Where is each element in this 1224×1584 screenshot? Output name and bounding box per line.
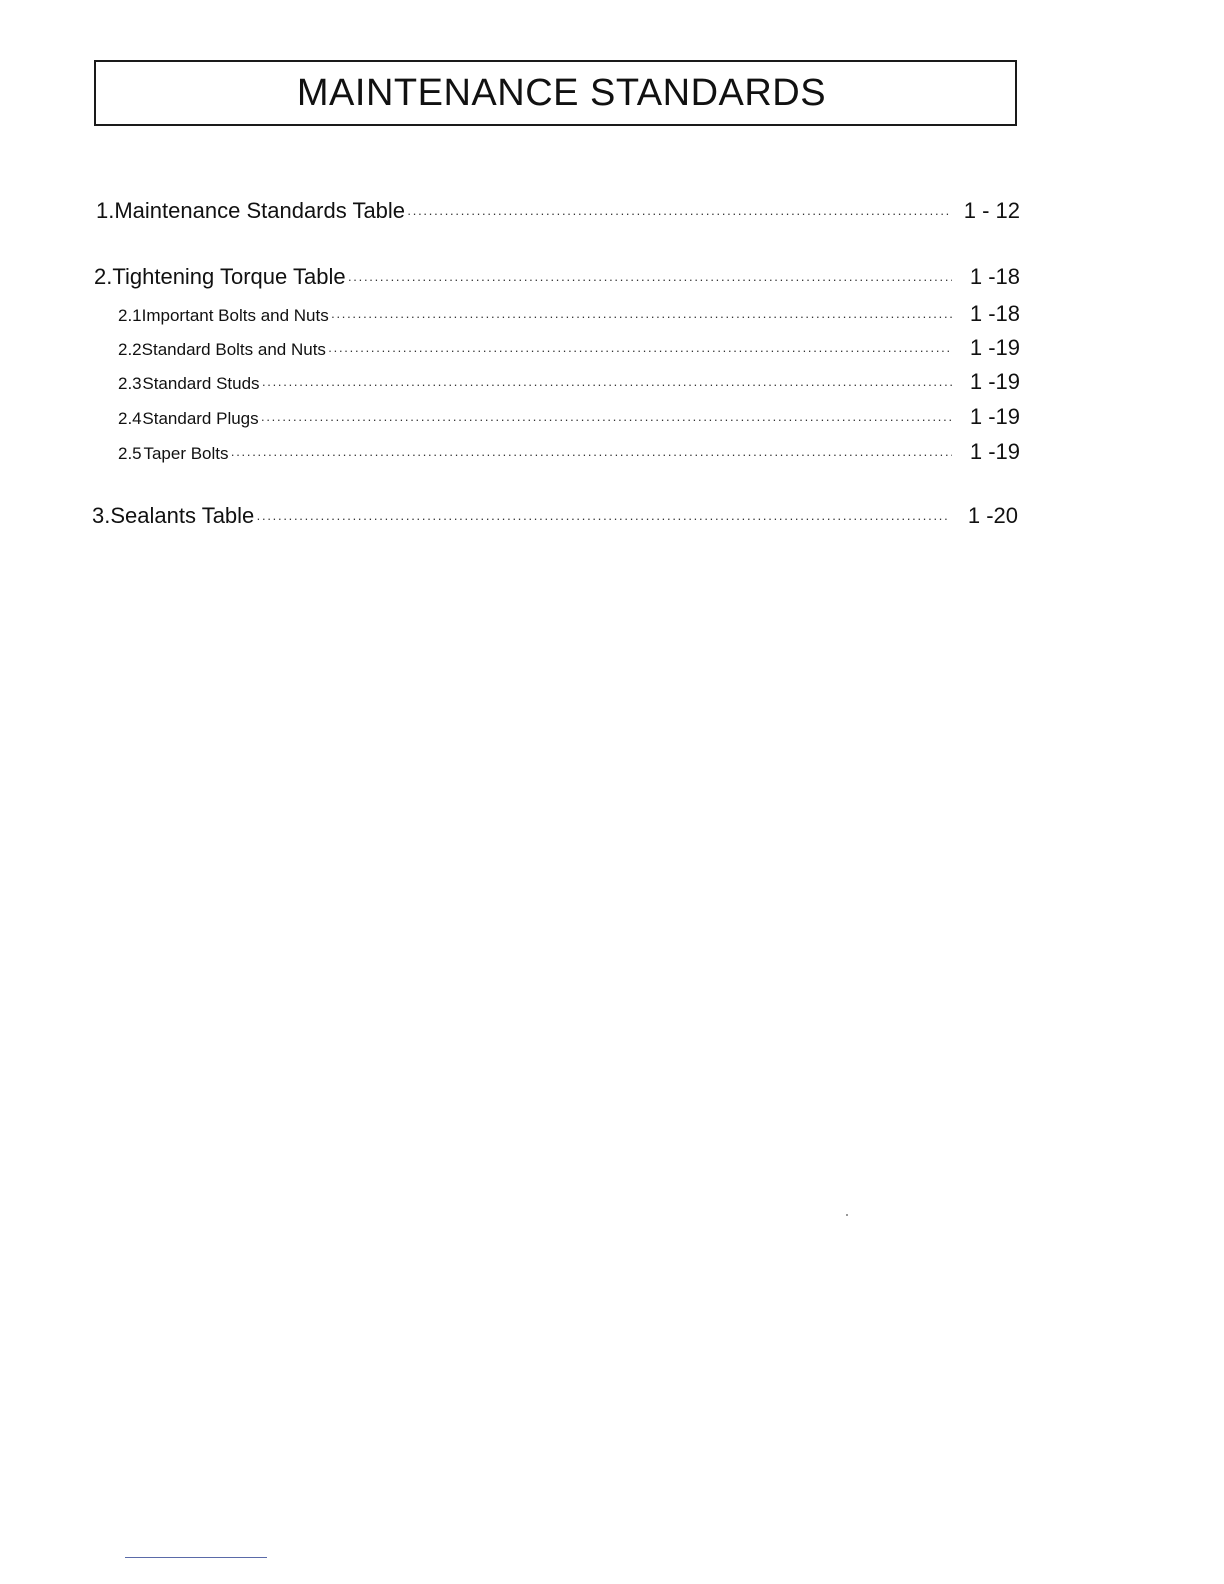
toc-entry-important-bolts-and-nuts[interactable] <box>118 301 1020 327</box>
footer-rule <box>125 1557 267 1558</box>
toc-entry-number: 2.5 <box>118 444 142 463</box>
title-box <box>94 60 1017 126</box>
toc-entry-label: Standard Studs <box>142 374 260 393</box>
toc-entry-standard-bolts-and-nuts[interactable] <box>118 335 1020 361</box>
toc-entry-label: Taper Bolts <box>143 444 229 463</box>
toc-entry-number: 3. <box>92 503 111 528</box>
page-title: MAINTENANCE STANDARDS <box>296 71 827 114</box>
toc-entry-standard-plugs[interactable] <box>118 404 1020 430</box>
dot-leader <box>261 412 952 427</box>
toc-entry-page: 1 -19 <box>969 369 1020 394</box>
toc-entry-number: 2.2 <box>118 340 142 359</box>
toc-entry-label: Important Bolts and Nuts <box>141 306 329 325</box>
toc-entry-number: 2.3 <box>118 374 142 393</box>
toc-entry-maintenance-standards-table[interactable] <box>96 198 1020 224</box>
toc-entry-standard-studs[interactable] <box>118 369 1020 395</box>
toc-entry-number: 2. <box>94 264 113 289</box>
toc-entry-label: Maintenance Standards Table <box>114 198 406 223</box>
toc-entry-label: Standard Bolts and Nuts <box>141 340 326 359</box>
toc-entry-sealants-table[interactable] <box>92 503 1018 529</box>
toc-entry-page: 1 -19 <box>969 335 1020 360</box>
dot-leader <box>407 206 952 221</box>
dot-leader <box>231 447 953 462</box>
dot-leader <box>328 343 952 358</box>
toc-entry-page: 1 -18 <box>969 301 1020 326</box>
toc-entry-page: 1 -20 <box>967 503 1018 528</box>
dot-leader <box>331 309 952 324</box>
toc-entry-page: 1 - 12 <box>963 198 1020 223</box>
toc-entry-label: Standard Plugs <box>142 409 259 428</box>
dot-leader <box>256 511 950 526</box>
scan-speck <box>846 1214 848 1216</box>
toc-entry-page: 1 -19 <box>969 439 1020 464</box>
toc-entry-page: 1 -18 <box>969 264 1020 289</box>
toc-entry-page: 1 -19 <box>969 404 1020 429</box>
toc-entry-number: 1. <box>96 198 115 223</box>
toc-entry-taper-bolts[interactable] <box>118 439 1020 465</box>
toc-entry-label: Tightening Torque Table <box>112 264 346 289</box>
toc-entry-number: 2.1 <box>118 306 142 325</box>
toc-entry-label: Sealants Table <box>110 503 255 528</box>
dot-leader <box>262 377 952 392</box>
dot-leader <box>348 272 952 287</box>
toc-entry-tightening-torque-table[interactable] <box>94 264 1020 290</box>
toc-entry-number: 2.4 <box>118 409 142 428</box>
